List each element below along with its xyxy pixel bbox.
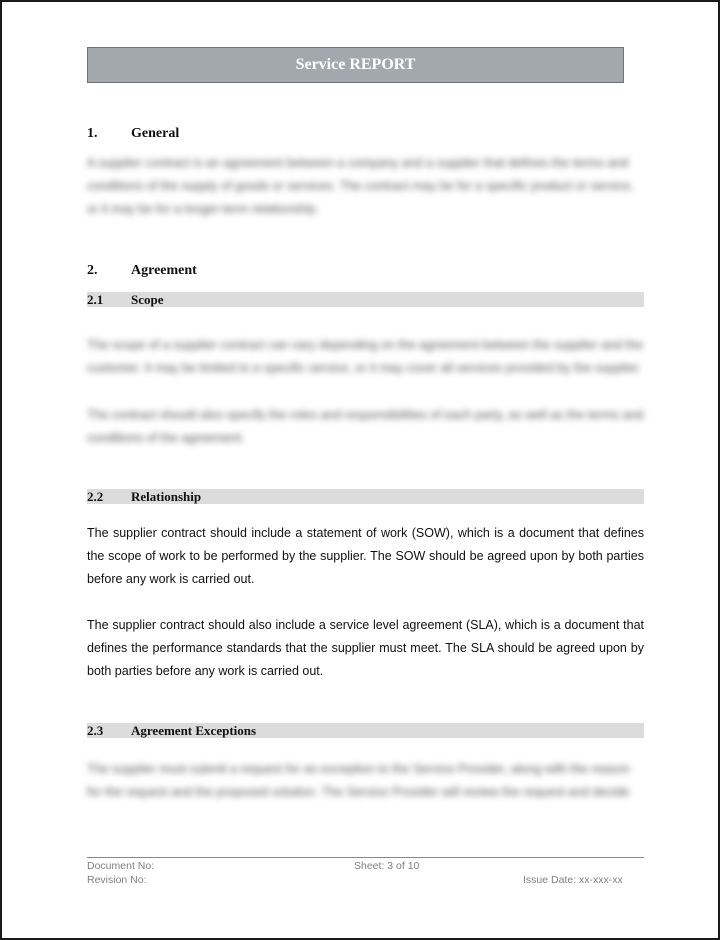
subsection-heading-scope [87, 292, 644, 307]
footer-divider [87, 857, 644, 858]
blurred-paragraph-scope-1: The scope of a supplier contract can vary depending on the agreement between the supplier and the customer. It may be limited to a specific service, or it may cover all services provided by the supplier. [87, 338, 643, 375]
footer-sheet: Sheet: 3 of 10 [354, 860, 420, 872]
blurred-paragraph-scope-2: The contract should also specify the roles and responsibilities of each party, as well as the terms and conditions of the agreement. [87, 408, 644, 445]
blurred-paragraph-exceptions: The supplier must submit a request for an exception to the Service Provider, along with the reason for the request and the proposed solution. The Service Provider will review the request and decide [87, 762, 630, 799]
footer-revision-no: Revision No: [87, 874, 147, 886]
subsection-title: Agreement Exceptions [131, 723, 257, 738]
section-number: 1. [87, 126, 98, 141]
section-number: 2. [87, 263, 98, 278]
subsection-heading-relationship [87, 489, 644, 504]
subsection-title: Scope [131, 292, 164, 307]
section-heading-general [87, 126, 179, 142]
report-title: Service REPORT [87, 47, 624, 83]
section-heading-agreement [87, 263, 197, 279]
section-title: General [131, 126, 180, 141]
footer-document-no: Document No: [87, 860, 155, 872]
blurred-paragraph-general: A supplier contract is an agreement between a company and a supplier that defines the terms and conditions of the supply of goods or services. The contract may be for a specific product or service, or it may be for a longer-term relationship. [87, 156, 634, 216]
subsection-number: 2.3 [87, 723, 104, 738]
subsection-title: Relationship [131, 489, 202, 504]
footer-issue-date: Issue Date: xx-xxx-xx [523, 874, 623, 886]
subsection-heading-exceptions [87, 723, 644, 738]
subsection-number: 2.1 [87, 292, 104, 307]
section-title: Agreement [131, 263, 197, 278]
relationship-paragraph-1: The supplier contract should include a statement of work (SOW), which is a document that defines the scope of work to be performed by the supplier. The SOW should be agreed upon by both parties before any work is carried out. [87, 526, 644, 586]
relationship-paragraph-2: The supplier contract should also include a service level agreement (SLA), which is a document that defines the performance standards that the supplier must meet. The SLA should be agreed upon by both parties before any work is carried out. [87, 618, 644, 678]
subsection-number: 2.2 [87, 489, 104, 504]
